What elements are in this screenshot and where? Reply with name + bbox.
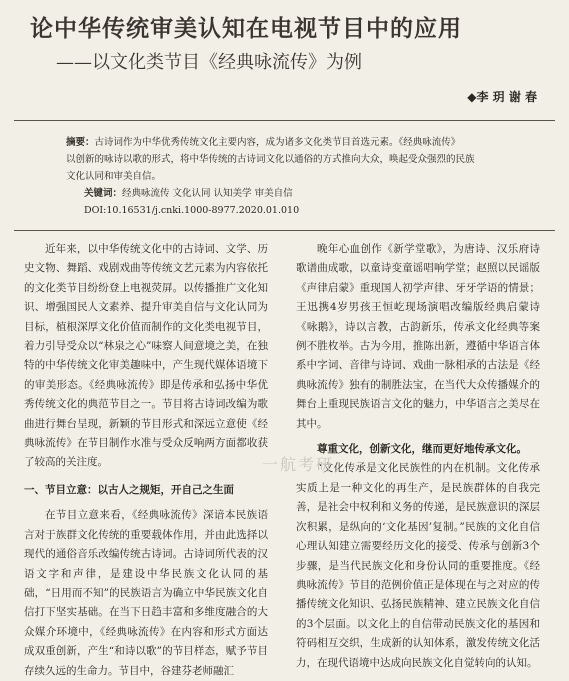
article-title: 论中华传统审美认知在电视节目中的应用	[30, 15, 462, 42]
keywords-label: 关键词：	[84, 188, 123, 199]
abstract-line-2: 以创新的咏诗以歌的形式，将中华传统的古诗词文化以通俗的方式推向大众，唤起受众强烈的民族	[66, 154, 475, 165]
abstract-line-1	[66, 134, 536, 151]
abstract-line-3: 文化认同和审美自信。	[66, 171, 162, 182]
right-paragraph-2: “文化传承是文化民族性的内在机制。文化传承实质上是一种文化的再生产，是民族群体的自我完善，是社会中权利和义务的传递，是民族意识的深层次积累，是纵向的‘文化基因’复制。”民族的文化自信心理认知建立需要经历文化的接受、传承与创新3个步骤，是当代民族文化和身份认同的重要推度。《经典咏流传》节目的范例价值正是体现在与之对应的传播传统文化知识、弘扬民族精神、建立民族文化自信的3个层面。以文化上的自信带动民族文化的基因和符码相互交织，生成新的认知体系，激发传统文化活力，在现代语境中达成向民族文化自觉转向的认知。	[296, 462, 540, 669]
doi-line: DOI:10.16531/j.cnki.1000-8977.2020.01.010	[84, 205, 300, 216]
keywords-text: 经典咏流传 文化认同 认知美学 审美自信	[122, 188, 293, 199]
right-paragraph-1: 晚年心血创作《新学堂歌》，为唐诗、汉乐府诗歌谱曲成歌，以童诗变童谣唱响学堂；赵照以民谣版《声律启蒙》重现国人初学声律、牙牙学语的情景；王迅携4岁男孩王恒屹现场演唱改编版经典启蒙诗《咏鹅》，诗以言教，古韵新乐，传承文化经典等案例不胜枚举。古为今用，推陈出新，遵循中华语言体系中字词、音律与诗词、戏曲一脉相承的古法是《经典咏流传》独有的制胜法宝，在当代大众传播媒介的舞台上重现民族语言文化的魅力，中华语言之美尽在其中。	[296, 243, 540, 430]
subheading: 尊重文化，创新文化，继而更好地传承文化。	[317, 443, 527, 456]
watermark-text: 一航考研	[262, 455, 335, 474]
article-subtitle: ——以文化类节目《经典咏流传》为例	[56, 52, 362, 73]
keywords-line	[66, 185, 536, 202]
left-column	[24, 240, 268, 681]
article-authors: ◆李 玥 谢 春	[467, 90, 537, 104]
intro-paragraph: 近年来，以中华传统文化中的古诗词、文学、历史文物、舞蹈、戏剧戏曲等传统文艺元素为内容依托的文化类节目纷纷登上电视荧屏。以传播推广文化知识、增强国民人文素养、提升审美自信与文化认同为目标，植根深厚文化价值而制作的文化类电视节目，着力引导受众以“林泉之心”味察人间意境之美，在独特的中华传统文化审美趣味中，产生现代媒体语境下的审美形态。《经典咏流传》即是传承和弘扬中华优秀传统文化的典范节目之一。节目将古诗词改编为歌曲进行舞台呈现，新颖的节目形式和深远立意使《经典咏流传》在节目制作水准与受众反响两方面都收获了较高的关注度。	[24, 243, 268, 469]
abstract-block	[66, 134, 536, 219]
abstract-divider	[14, 230, 555, 231]
section1-paragraph: 在节目立意来看，《经典咏流传》深谙本民族语言对于族群文化传统的重要载体作用，并由此选择以现代的通俗音乐改编传统古诗词。古诗词所代表的汉语文字和声律，是建设中华民族文化认同的基础，“日用而不知”的民族语言为确立中华民族文化自信打下坚实基础。在当下日趋丰富和多维度融合的大众媒介环境中，《经典咏流传》在内容和形式方面达成双重创新，产生“和诗以歌”的节目样态，赋予节目存续久远的生命力。节目中，谷建芬老师融汇	[24, 509, 268, 677]
section-heading-1: 一、节目立意：以古人之规矩，开自己之生面	[24, 483, 234, 496]
abstract-label: 摘要：	[66, 137, 95, 148]
abstract-text-1: 古诗词作为中华优秀传统文化主要内容，成为诸多文化类节目首选元素。《经典咏流传》	[94, 137, 461, 148]
top-divider	[14, 120, 555, 121]
